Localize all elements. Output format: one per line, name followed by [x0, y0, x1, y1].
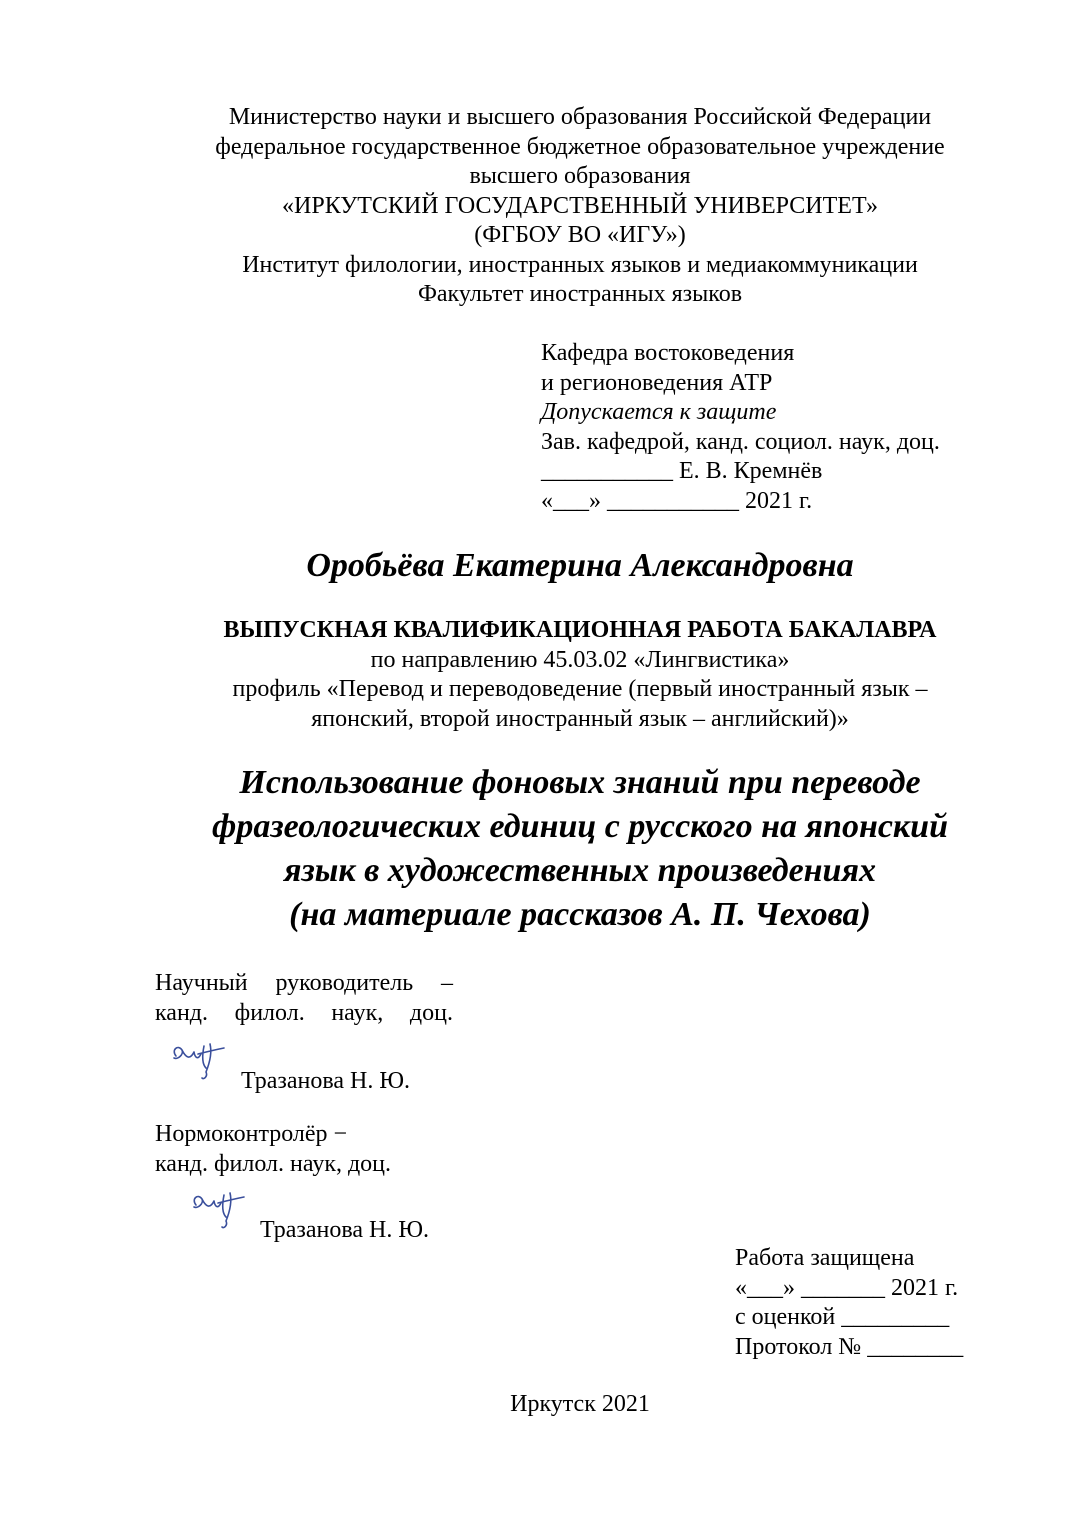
supervisor-degree-word: наук,	[331, 999, 384, 1026]
supervisor-role-word: –	[441, 970, 453, 996]
supervisor-name: Тразанова Н. Ю.	[241, 1068, 411, 1094]
topic-line-1: Использование фоновых знаний при переводе	[239, 764, 921, 801]
header-line-institution-type: федеральное государственное бюджетное образовательное учреждение	[215, 133, 945, 160]
defense-block	[735, 1244, 963, 1362]
defense-date: «___» _______ 2021 г.	[735, 1274, 959, 1301]
work-direction: по направлению 45.03.02 «Лингвистика»	[370, 646, 790, 673]
department-line-2: и регионоведения АТР	[541, 369, 773, 396]
thesis-topic	[80, 761, 1080, 937]
supervisor-degree-word: канд.	[155, 999, 209, 1026]
head-signature-line: ___________ Е. В. Кремнёв	[541, 458, 823, 484]
header-line-institute: Институт филологии, иностранных языков и медиакоммуникации	[242, 251, 918, 278]
work-profile-line-2: японский, второй иностранный язык – английский)»	[311, 705, 849, 732]
work-type-block	[80, 616, 1080, 734]
header-line-abbreviation: (ФГБОУ ВО «ИГУ»)	[474, 222, 686, 248]
head-of-department-title: Зав. кафедрой, канд. социол. наук, доц.	[541, 428, 940, 455]
topic-line-3: язык в художественных произведениях	[284, 852, 876, 889]
header-line-education-level: высшего образования	[469, 163, 691, 189]
normcontroller-signature-image	[188, 1187, 250, 1231]
work-profile-line-1: профиль «Перевод и переводоведение (первый иностранный язык –	[232, 676, 928, 702]
normcontroller-block	[155, 1120, 391, 1179]
supervisor-role-word: Научный	[155, 970, 248, 996]
department-line-1: Кафедра востоковедения	[541, 340, 795, 366]
defense-grade: с оценкой _________	[735, 1304, 950, 1330]
author-name: Оробьёва Екатерина Александровна	[306, 547, 854, 584]
ministry-header	[120, 103, 1040, 310]
supervisor-block	[155, 969, 453, 1028]
header-line-university: «ИРКУТСКИЙ ГОСУДАРСТВЕННЫЙ УНИВЕРСИТЕТ»	[282, 192, 878, 219]
supervisor-signature-image	[168, 1038, 230, 1082]
supervisor-role	[155, 969, 453, 999]
topic-line-4: (на материале рассказов А. П. Чехова)	[289, 896, 871, 933]
header-line-ministry: Министерство науки и высшего образования Российской Федерации	[228, 104, 932, 130]
header-line-faculty: Факультет иностранных языков	[417, 281, 743, 307]
defense-protocol: Протокол № ________	[735, 1333, 964, 1360]
supervisor-degree-word: филол.	[234, 999, 305, 1026]
normcontroller-role: Нормоконтролёр −	[155, 1121, 348, 1147]
admitted-to-defense: Допускается к защите	[541, 399, 777, 425]
work-type: ВЫПУСКНАЯ КВАЛИФИКАЦИОННАЯ РАБОТА БАКАЛАВРА	[223, 617, 937, 643]
city-year: Иркутск 2021	[510, 1391, 650, 1417]
normcontroller-name: Тразанова Н. Ю.	[260, 1217, 430, 1243]
supervisor-degree	[155, 999, 453, 1029]
topic-line-2: фразеологических единиц с русского на японский	[212, 808, 948, 845]
approval-date-line: «___» ___________ 2021 г.	[541, 487, 813, 514]
supervisor-degree-word: доц.	[409, 999, 453, 1026]
approval-block	[541, 339, 940, 516]
defense-status: Работа защищена	[735, 1245, 915, 1271]
normcontroller-degree: канд. филол. наук, доц.	[155, 1150, 392, 1177]
supervisor-role-word: руководитель	[275, 970, 414, 996]
